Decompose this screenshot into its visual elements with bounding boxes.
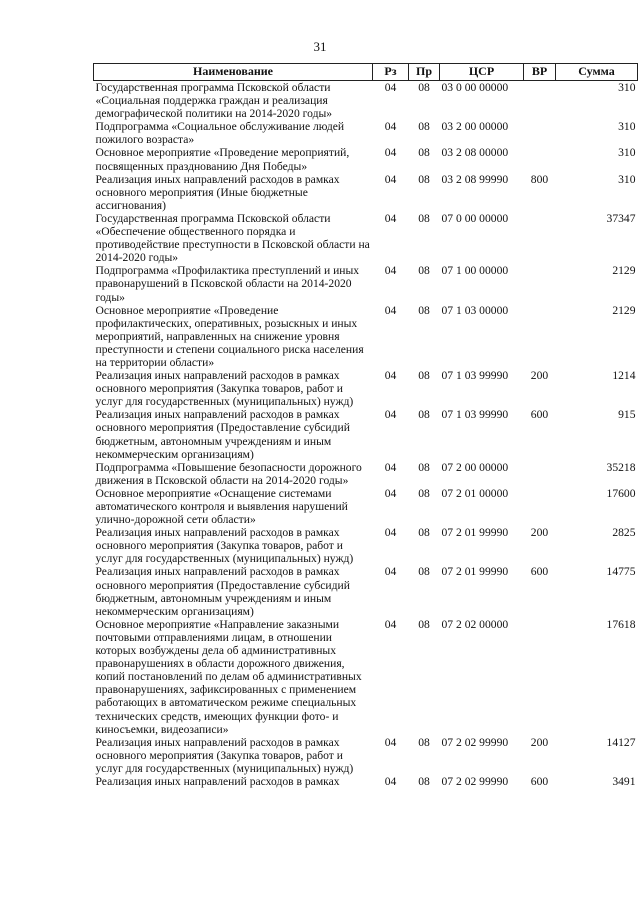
cell-sum: 310 — [618, 172, 636, 186]
cell-vr — [524, 264, 556, 303]
cell-rz: 04 — [384, 408, 397, 422]
page-number: 31 — [313, 39, 327, 54]
cell-csr: 07 1 00 00000 — [441, 264, 509, 278]
table-body — [94, 81, 638, 789]
cell-vr — [524, 304, 556, 369]
cell-name: Реализация иных направлений расходов в рамках — [95, 774, 340, 788]
cell-rz: 04 — [384, 303, 397, 317]
cell-sum: 14127 — [606, 735, 636, 749]
cell-pr: 08 — [418, 565, 430, 579]
cell-sum: 17618 — [606, 617, 636, 631]
cell-csr: 03 2 00 00000 — [441, 120, 509, 134]
cell-pr: 08 — [418, 774, 430, 788]
cell-name: Реализация иных направлений расходов в рамках основного мероприятия (Закупка товаров, работ и услуг для государственных (муниципальных) нужд) — [95, 735, 354, 775]
table-row — [94, 369, 638, 408]
table-row — [94, 304, 638, 369]
cell-csr: 03 0 00 00000 — [441, 81, 509, 94]
cell-name: Реализация иных направлений расходов в рамках основного мероприятия (Закупка товаров, работ и услуг для государственных (муниципальных) нужд) — [95, 526, 354, 566]
cell-rz: 04 — [384, 120, 397, 134]
cell-pr: 08 — [418, 146, 430, 160]
cell-name: Реализация иных направлений расходов в рамках основного мероприятия (Предоставление субсидий бюджетным, автономным учреждениям и иным некоммерческим организациям) — [95, 408, 350, 461]
cell-rz: 04 — [384, 211, 397, 225]
cell-pr: 08 — [418, 120, 430, 134]
cell-pr: 08 — [418, 81, 430, 94]
cell-name: Государственная программа Псковской области «Обеспечение общественного порядка и противодействие преступности в Псковской области на 2014-2020 годы» — [95, 211, 370, 265]
cell-pr: 08 — [418, 526, 430, 540]
cell-sum: 17600 — [606, 486, 636, 500]
table-row — [94, 565, 638, 617]
cell-csr: 07 1 03 00000 — [441, 303, 509, 317]
table-row — [94, 618, 638, 736]
cell-name: Подпрограмма «Повышение безопасности дорожного движения в Псковской области на 2014-2020 годы» — [95, 460, 362, 487]
cell-vr: 600 — [530, 565, 549, 579]
cell-vr — [524, 618, 556, 736]
cell-sum: 2825 — [612, 526, 636, 540]
cell-vr — [524, 212, 556, 264]
cell-vr: 600 — [530, 774, 549, 788]
cell-sum: 2129 — [612, 303, 636, 317]
cell-name: Основное мероприятие «Направление заказными почтовыми отправлениями лицам, в отношении которых возбуждены дела об административных правонарушениях в области дорожного движения, копий постановлений по делам об административных правонарушениях, зафиксированных с применением работающих в автоматическом режиме специальных технических средств, имеющих функции фото- и киносъемки, видеозаписи» — [95, 617, 362, 736]
cell-csr: 07 2 00 00000 — [441, 460, 509, 474]
header-sum: Сумма — [556, 64, 638, 81]
cell-pr: 08 — [418, 369, 430, 383]
cell-name: Государственная программа Псковской области «Социальная поддержка граждан и реализация демографической политики на 2014-2020 годы» — [95, 81, 333, 121]
cell-sum: 915 — [618, 408, 636, 422]
cell-pr: 08 — [418, 460, 430, 474]
budget-table — [93, 63, 638, 788]
table-row — [94, 146, 638, 172]
cell-vr — [524, 81, 556, 121]
cell-pr: 08 — [418, 211, 430, 225]
cell-pr: 08 — [418, 735, 430, 749]
cell-csr: 03 2 08 99990 — [441, 172, 509, 186]
cell-pr: 08 — [418, 303, 430, 317]
cell-csr: 07 1 03 99990 — [441, 408, 509, 422]
cell-vr — [524, 146, 556, 172]
cell-pr: 08 — [418, 264, 430, 278]
cell-rz: 04 — [384, 735, 397, 749]
cell-rz: 04 — [384, 565, 397, 579]
cell-csr: 07 0 00 00000 — [441, 211, 509, 225]
cell-name: Основное мероприятие «Проведение профилактических, оперативных, розыскных и иных мероприятий, направленных на снижение уровня преступности и степени социального риска населения на территории области» — [95, 303, 364, 369]
cell-name: Подпрограмма «Профилактика преступлений и иных правонарушений в Псковской области на 2014-2020 годы» — [95, 264, 360, 304]
table-row — [94, 120, 638, 146]
cell-csr: 07 2 02 99990 — [441, 735, 509, 749]
cell-sum: 310 — [618, 146, 636, 160]
cell-name: Подпрограмма «Социальное обслуживание людей пожилого возраста» — [95, 120, 345, 147]
cell-vr: 200 — [530, 735, 549, 749]
table-row — [94, 775, 638, 788]
header-rz: Рз — [373, 64, 409, 81]
table-row — [94, 212, 638, 264]
cell-csr: 07 1 03 99990 — [441, 369, 509, 383]
cell-csr: 07 2 01 99990 — [441, 526, 509, 540]
cell-sum: 37347 — [606, 211, 636, 225]
cell-sum: 310 — [618, 120, 636, 134]
cell-vr: 800 — [530, 172, 549, 186]
cell-name: Реализация иных направлений расходов в рамках основного мероприятия (Предоставление субсидий бюджетным, автономным учреждениям и иным некоммерческим организациям) — [95, 565, 350, 618]
cell-csr: 07 2 02 00000 — [441, 617, 509, 631]
cell-rz: 04 — [384, 460, 397, 474]
cell-name: Основное мероприятие «Проведение мероприятий, посвященных празднованию Дня Победы» — [95, 146, 350, 173]
cell-rz: 04 — [384, 146, 397, 160]
table-row — [94, 461, 638, 487]
cell-rz: 04 — [384, 81, 397, 94]
cell-vr: 200 — [530, 526, 549, 540]
cell-name: Реализация иных направлений расходов в рамках основного мероприятия (Закупка товаров, работ и услуг для государственных (муниципальных) нужд) — [95, 369, 354, 409]
cell-vr: 600 — [530, 408, 549, 422]
cell-vr — [524, 487, 556, 526]
cell-rz: 04 — [384, 486, 397, 500]
cell-rz: 04 — [384, 172, 397, 186]
cell-rz: 04 — [384, 369, 397, 383]
cell-rz: 04 — [384, 264, 397, 278]
cell-vr — [524, 120, 556, 146]
table-row — [94, 487, 638, 526]
table-row — [94, 81, 638, 121]
cell-sum: 14775 — [606, 565, 636, 579]
cell-sum: 35218 — [606, 460, 636, 474]
cell-csr: 07 2 02 99990 — [441, 774, 509, 788]
cell-csr: 07 2 01 00000 — [441, 486, 509, 500]
table-header-row — [94, 64, 638, 81]
cell-rz: 04 — [384, 526, 397, 540]
cell-pr: 08 — [418, 486, 430, 500]
table-row — [94, 264, 638, 303]
cell-name: Основное мероприятие «Оснащение системами автоматического контроля и выявления нарушений улично-дорожной сети области» — [95, 486, 348, 527]
cell-sum: 2129 — [612, 264, 636, 278]
table-row — [94, 408, 638, 460]
header-vr: ВР — [524, 64, 556, 81]
cell-rz: 04 — [384, 617, 397, 631]
cell-csr: 07 2 01 99990 — [441, 565, 509, 579]
cell-sum: 1214 — [612, 369, 636, 383]
cell-csr: 03 2 08 00000 — [441, 146, 509, 160]
cell-pr: 08 — [418, 172, 430, 186]
header-pr: Пр — [409, 64, 440, 81]
cell-pr: 08 — [418, 408, 430, 422]
header-name: Наименование — [94, 64, 373, 81]
header-csr: ЦСР — [440, 64, 524, 81]
cell-vr — [524, 461, 556, 487]
table-row — [94, 736, 638, 775]
cell-name: Реализация иных направлений расходов в рамках основного мероприятия (Иные бюджетные ассигнования) — [95, 172, 340, 212]
cell-sum: 3491 — [612, 774, 636, 788]
table-row — [94, 173, 638, 212]
table-row — [94, 526, 638, 565]
cell-rz: 04 — [384, 774, 397, 788]
cell-vr: 200 — [530, 369, 549, 383]
cell-pr: 08 — [418, 617, 430, 631]
cell-sum: 310 — [618, 81, 636, 94]
